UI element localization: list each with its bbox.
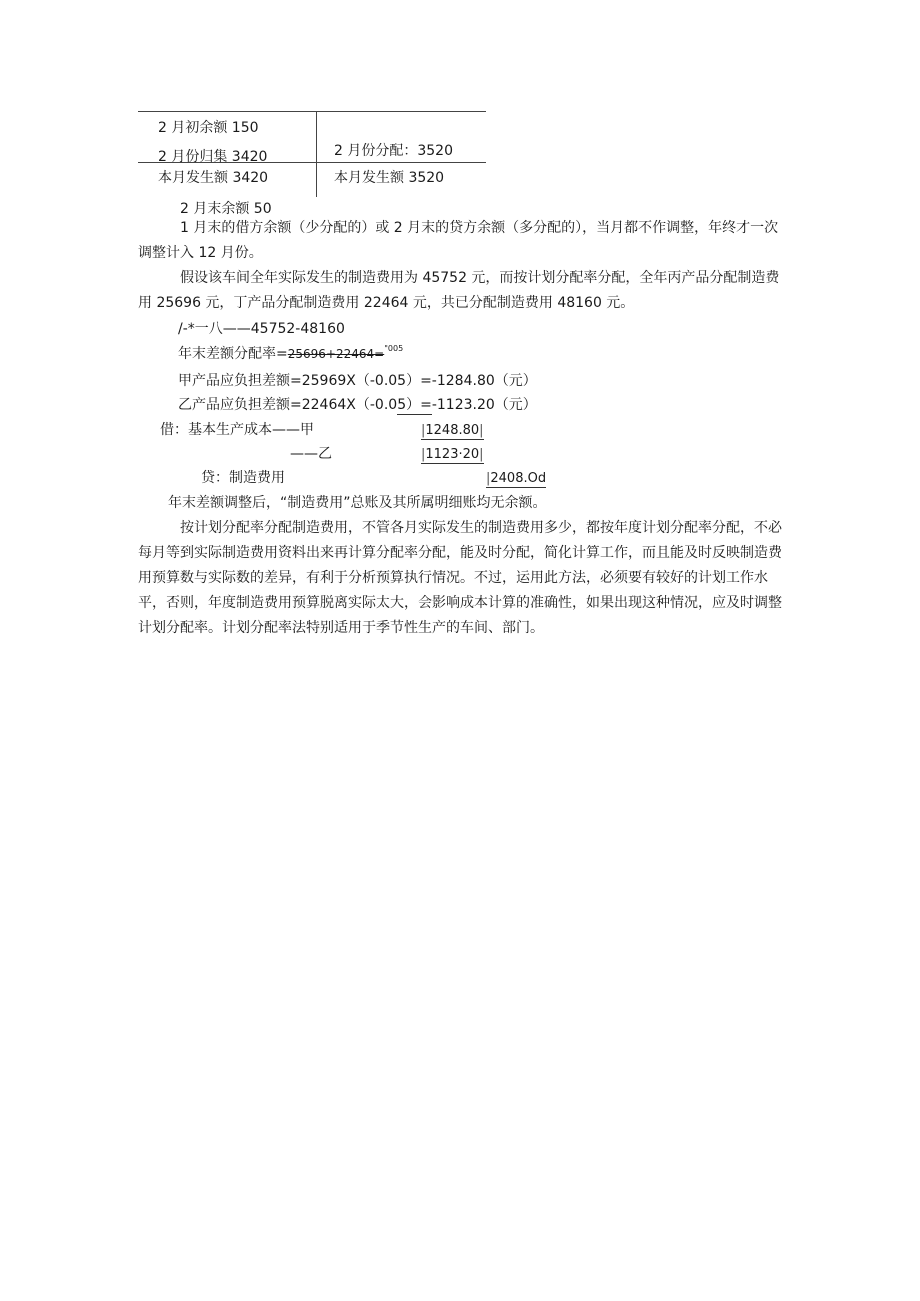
closing-line: 年末差额调整后，“制造费用”总账及其所属明细账均无余额。	[168, 495, 547, 511]
journal-credit-amount	[486, 472, 546, 488]
t-right-row-2: 本月发生额 3520	[334, 170, 445, 186]
t-account-center-rule	[316, 111, 317, 197]
formula-line-3: 甲产品应负担差额=25969X（-0.05）=-1284.80（元）	[178, 373, 537, 389]
journal-debit-amount-1	[421, 424, 484, 440]
paragraph-method-summary: 按计划分配率分配制造费用，不管各月实际发生的制造费用多少，都按年度计划分配率分配，不必每月等到实际制造费用资料出来再计算分配率分配，能及时分配，简化计算工作，而且能及时反映制造费用预算数与实际数的差异，有利于分析预算执行情况。不过，运用此方法，必须要有较好的计划工作水平，否则，年度制造费用预算脱离实际太大，会影响成本计算的准确性，如果出现这种情况，应及时调整计划分配率。计划分配率法特别适用于季节性生产的车间、部门。	[138, 520, 782, 636]
journal-credit-label: 贷：制造费用	[201, 470, 285, 486]
paragraph-carryover: 1 月末的借方余额（少分配的）或 2 月末的贷方余额（多分配的），当月都不作调整，年终才一次调整计入 12 月份。	[138, 220, 779, 261]
amount-bar-right: |	[479, 447, 484, 462]
paragraph-assumption: 假设该车间全年实际发生的制造费用为 45752 元，而按计划分配率分配，全年丙产品分配制造费用 25696 元，丁产品分配制造费用 22464 元，共已分配制造费用 48160 元。	[138, 270, 780, 311]
journal-debit-sub-label: ——乙	[290, 446, 332, 462]
formula-rate-struck: 25696+22464=	[287, 347, 385, 361]
journal-debit-label: 借：基本生产成本——甲	[160, 422, 314, 438]
formula-yi-part-b: 5）=	[397, 397, 432, 413]
journal-debit-amount-2	[421, 448, 484, 464]
formula-rate-sup: "005	[384, 344, 404, 353]
formula-rate-label: 年末差额分配率=	[178, 346, 288, 362]
formula-line-1: /-*一八——45752-48160	[178, 321, 345, 337]
formula-line-4	[178, 398, 537, 412]
formula-line-2	[178, 344, 404, 362]
t-left-row-1: 2 月初余额 150	[158, 120, 259, 136]
amount-value: 1123·20	[425, 447, 480, 462]
t-left-row-2: 2 月份归集 3420	[158, 149, 268, 165]
t-left-row-3: 本月发生额 3420	[158, 170, 269, 186]
amount-value: 2408.Od	[490, 471, 547, 486]
amount-bar-left: |	[486, 471, 491, 486]
amount-bar-right: |	[479, 423, 484, 438]
formula-yi-part-a: 乙产品应负担差额=22464X（-0.0	[178, 397, 398, 413]
amount-bar-left: |	[421, 423, 426, 438]
amount-value: 1248.80	[425, 423, 480, 438]
t-left-row-4: 2 月末余额 50	[180, 201, 272, 217]
t-account-top-rule	[138, 111, 486, 112]
t-right-row-1: 2 月份分配：3520	[334, 143, 453, 159]
formula-yi-part-c: -1123.20（元）	[431, 397, 537, 413]
amount-bar-left: |	[421, 447, 426, 462]
